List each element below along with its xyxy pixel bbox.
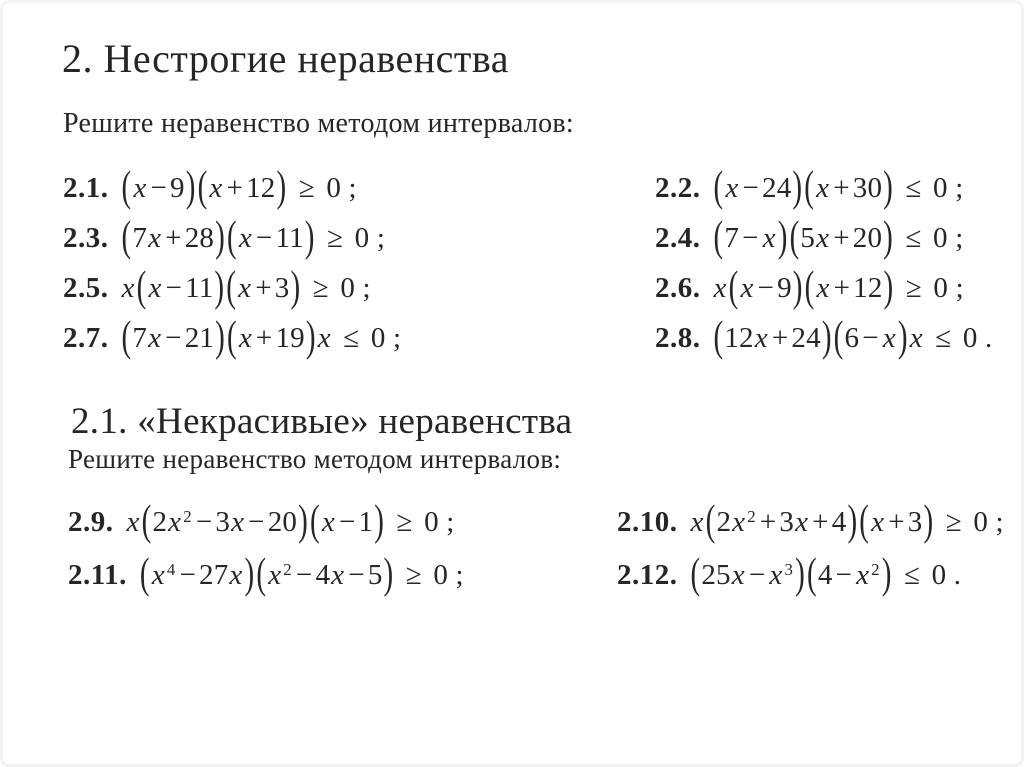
- variable: x: [238, 321, 252, 354]
- problem-2.1: [63, 162, 655, 211]
- parenthesis: ): [214, 262, 225, 311]
- parenthesis: (: [121, 212, 132, 261]
- problem-2.6: [655, 262, 992, 311]
- relation-sign: ≤: [905, 171, 922, 204]
- operator: −: [862, 321, 879, 354]
- variable: x: [231, 506, 245, 538]
- parenthesis: ): [777, 212, 788, 261]
- relation-sign: ≥: [312, 271, 329, 304]
- problem-expression: (x − 24)(x + 30) ≤ 0 ;: [713, 162, 964, 211]
- parenthesis: ): [792, 162, 803, 211]
- variable: x: [754, 321, 768, 354]
- problem-number: 2.2.: [655, 171, 701, 204]
- parenthesis: ): [897, 312, 908, 361]
- parenthesis: ): [185, 162, 196, 211]
- relation-sign: ≥: [327, 221, 344, 254]
- parenthesis: ): [304, 212, 315, 261]
- relation-sign: ≤: [905, 221, 922, 254]
- parenthesis: ): [821, 312, 832, 361]
- problem-number: 2.4.: [655, 221, 701, 254]
- parenthesis: (: [804, 162, 815, 211]
- problem-expression: (7 − x)(5x + 20) ≤ 0 ;: [713, 212, 964, 261]
- superscript: 4: [166, 559, 176, 579]
- parenthesis: ): [276, 162, 287, 211]
- operator: +: [226, 171, 244, 204]
- parenthesis: ): [298, 497, 308, 546]
- operator: −: [742, 221, 759, 254]
- parenthesis: ): [792, 262, 803, 311]
- variable: x: [882, 321, 896, 354]
- superscript: 2: [183, 506, 192, 526]
- parenthesis: (: [197, 162, 208, 211]
- operator: −: [742, 171, 759, 204]
- problem-number: 2.1.: [63, 171, 109, 204]
- parenthesis: ): [883, 162, 894, 211]
- problem-expression: x(x − 11)(x + 3) ≥ 0 ;: [121, 262, 371, 311]
- parenthesis: (: [713, 162, 724, 211]
- variable: x: [816, 221, 830, 254]
- variable: x: [209, 171, 223, 204]
- parenthesis: (: [256, 550, 267, 599]
- parenthesis: (: [136, 262, 147, 311]
- parenthesis: (: [713, 312, 724, 361]
- variable: x: [268, 559, 282, 591]
- operator: −: [195, 506, 213, 538]
- variable: x: [317, 321, 331, 354]
- operator: −: [150, 171, 167, 204]
- parenthesis: ): [215, 212, 225, 261]
- parenthesis: ): [795, 550, 805, 599]
- section2-title: 2.1. «Некрасивые» неравенства: [71, 401, 573, 442]
- relation-sign: ≤: [935, 321, 952, 354]
- parenthesis: (: [705, 497, 716, 546]
- operator: +: [759, 506, 777, 538]
- variable: x: [238, 221, 252, 254]
- problem-number: 2.5.: [63, 271, 109, 304]
- operator: +: [888, 506, 905, 538]
- problem-2.2: [655, 162, 992, 211]
- parenthesis: ): [374, 497, 385, 546]
- variable: x: [331, 559, 345, 591]
- problem-expression: (7x − 21)(x + 19)x ≤ 0 ;: [121, 312, 402, 361]
- operator: +: [255, 271, 272, 304]
- operator: +: [771, 321, 789, 354]
- variable: x: [148, 221, 162, 254]
- variable: x: [148, 271, 162, 304]
- problems-grid-2: [68, 496, 1004, 602]
- relation-sign: ≤: [343, 321, 360, 354]
- operator: −: [248, 506, 265, 538]
- variable: x: [121, 271, 135, 304]
- parenthesis: (: [310, 497, 320, 546]
- parenthesis: ): [847, 497, 858, 546]
- parenthesis: ): [383, 550, 394, 599]
- variable: x: [856, 559, 870, 591]
- variable: x: [238, 271, 252, 304]
- operator: +: [833, 221, 850, 254]
- superscript: 2: [871, 559, 880, 579]
- problem-number: 2.6.: [655, 271, 701, 304]
- variable: x: [795, 506, 809, 538]
- problem-number: 2.7.: [63, 321, 109, 354]
- relation-sign: ≥: [945, 506, 962, 538]
- parenthesis: (: [141, 497, 152, 546]
- variable: x: [816, 171, 830, 204]
- variable: x: [126, 506, 140, 538]
- relation-sign: ≥: [405, 559, 422, 591]
- parenthesis: (: [690, 550, 701, 599]
- variable: x: [713, 271, 727, 304]
- parenthesis: (: [226, 262, 237, 311]
- parenthesis: ): [923, 497, 934, 546]
- problem-2.9: [68, 497, 617, 546]
- parenthesis: (: [121, 162, 132, 211]
- problem-number: 2.11.: [68, 559, 127, 591]
- parenthesis: (: [806, 550, 817, 599]
- operator: −: [338, 506, 356, 538]
- parenthesis: (: [859, 497, 870, 546]
- variable: x: [909, 321, 923, 354]
- problem-2.3: [63, 212, 655, 261]
- relation-sign: ≥: [298, 171, 315, 204]
- problem-2.7: [63, 312, 655, 361]
- problem-expression: (12x + 24)(6 − x)x ≤ 0 .: [713, 312, 993, 361]
- variable: x: [133, 171, 147, 204]
- operator: −: [748, 559, 766, 591]
- parenthesis: ): [881, 550, 892, 599]
- relation-sign: ≤: [904, 559, 921, 591]
- parenthesis: (: [789, 212, 800, 261]
- page-title: 2. Нестрогие неравенства: [62, 36, 509, 81]
- problem-2.11: [68, 550, 617, 599]
- variable: x: [321, 506, 335, 538]
- problem-expression: (x − 9)(x + 12) ≥ 0 ;: [121, 162, 357, 211]
- problem-expression: (25x − x $^3$)(4 − x $^2$) ≤ 0 .: [690, 550, 962, 599]
- parenthesis: ): [883, 262, 894, 311]
- problem-number: 2.3.: [63, 221, 109, 254]
- variable: x: [762, 221, 776, 254]
- variable: x: [816, 271, 830, 304]
- variable: x: [690, 506, 704, 538]
- problem-expression: (7x + 28)(x − 11) ≥ 0 ;: [121, 212, 386, 261]
- parenthesis: (: [713, 212, 724, 261]
- parenthesis: ): [290, 262, 301, 311]
- instruction-1: Решите неравенство методом интервалов:: [63, 108, 575, 139]
- operator: −: [295, 559, 313, 591]
- superscript: 2: [747, 506, 756, 526]
- problem-number: 2.10.: [617, 506, 678, 538]
- variable: x: [725, 171, 739, 204]
- problem-expression: x(2x $^2$ − 3x − 20)(x − 1) ≥ 0 ;: [126, 497, 455, 546]
- superscript: 3: [784, 559, 794, 579]
- variable: x: [229, 559, 243, 591]
- operator: −: [165, 321, 182, 354]
- variable: x: [871, 506, 885, 538]
- problem-expression: x(2x $^2$ + 3x + 4)(x + 3) ≥ 0 ;: [690, 497, 1004, 546]
- operator: +: [255, 321, 273, 354]
- operator: −: [757, 271, 775, 304]
- variable: x: [148, 321, 162, 354]
- parenthesis: (: [728, 262, 739, 311]
- parenthesis: (: [833, 312, 844, 361]
- parenthesis: (: [139, 550, 150, 599]
- variable: x: [732, 506, 746, 538]
- operator: −: [835, 559, 853, 591]
- parenthesis: (: [226, 312, 237, 361]
- operator: +: [833, 271, 851, 304]
- operator: −: [165, 271, 183, 304]
- problem-expression: (x $^4$ − 27x)(x $^2$ − 4x − 5) ≥ 0 ;: [139, 550, 464, 599]
- operator: −: [255, 221, 273, 254]
- parenthesis: (: [226, 212, 237, 261]
- problem-2.12: [617, 550, 1004, 599]
- variable: x: [769, 559, 783, 591]
- problem-2.8: [655, 312, 993, 361]
- operator: −: [179, 559, 197, 591]
- parenthesis: ): [883, 212, 894, 261]
- operator: +: [812, 506, 829, 538]
- parenthesis: (: [121, 312, 132, 361]
- parenthesis: ): [215, 312, 225, 361]
- problem-expression: x(x − 9)(x + 12) ≥ 0 ;: [713, 262, 964, 311]
- variable: x: [731, 559, 745, 591]
- problem-number: 2.12.: [617, 559, 678, 591]
- relation-sign: ≥: [396, 506, 413, 538]
- superscript: 2: [283, 559, 292, 579]
- parenthesis: (: [804, 262, 815, 311]
- operator: +: [165, 221, 182, 254]
- variable: x: [740, 271, 754, 304]
- instruction-2: Решите неравенство методом интервалов:: [68, 444, 562, 474]
- operator: −: [348, 559, 365, 591]
- variable: x: [151, 559, 165, 591]
- problem-2.5: [63, 262, 655, 311]
- relation-sign: ≥: [905, 271, 922, 304]
- parenthesis: ): [305, 312, 316, 361]
- problem-2.10: [617, 497, 1004, 546]
- operator: +: [833, 171, 850, 204]
- problem-2.4: [655, 212, 992, 261]
- problem-number: 2.9.: [68, 506, 114, 538]
- parenthesis: ): [244, 550, 255, 599]
- problem-number: 2.8.: [655, 321, 701, 354]
- problems-grid-1: [63, 163, 992, 363]
- variable: x: [168, 506, 182, 538]
